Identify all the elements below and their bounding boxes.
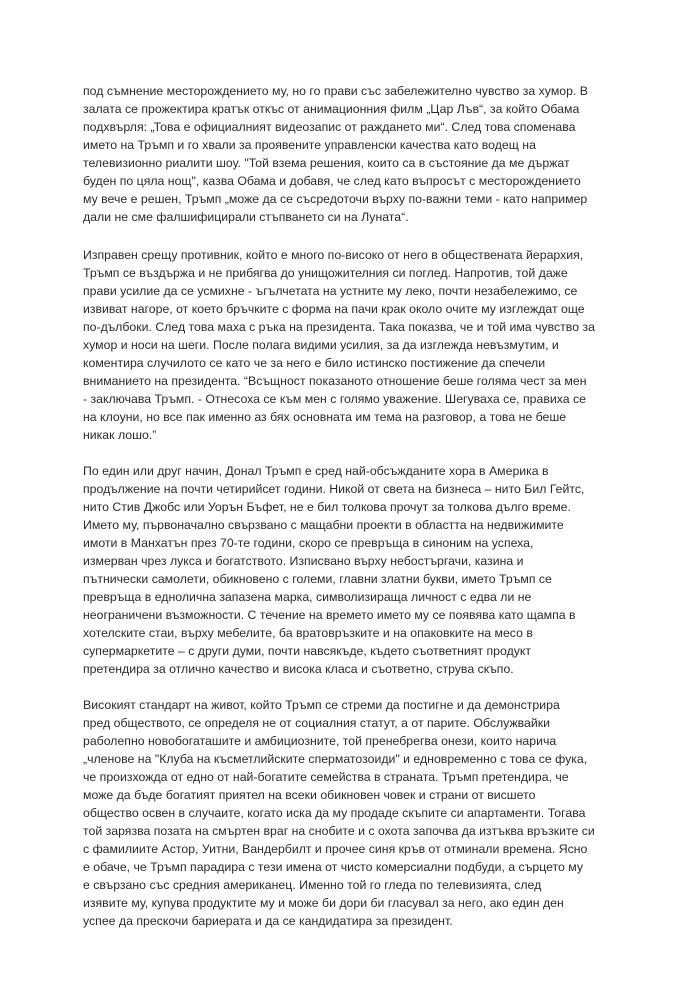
text-line: нито Стив Джобс или Уорън Бъфет, не е бил толкова прочут за толкова дълго време.	[83, 500, 571, 514]
text-line: раболепно новобогаташите и амбициозните, той пренебрегва онези, които нарича	[83, 734, 557, 748]
text-line: името на Тръмп и го хвали за проявените управленски качества като водещ на	[83, 138, 536, 152]
text-line: неограничени възможности. С течение на времето името му се появява като щампа в	[83, 608, 576, 622]
text-line: телевизионно риалити шоу. "Той взема решения, които са в състояние да ме държат	[83, 156, 570, 170]
text-line: успее да прескочи бариерата и да се кандидатира за президент.	[83, 914, 453, 928]
text-line: никак лошо.”	[83, 428, 157, 442]
text-line: изявите му, купува продуктите му и може би дори би гласувал за него, ако един ден	[83, 896, 564, 910]
document-body	[83, 82, 623, 930]
text-line: измерван чрез лукса и богатството. Изписвано върху небостъргачи, казина и	[83, 554, 524, 568]
text-line: По един или друг начин, Донал Тръмп е сред най-обсъжданите хора в Америка в	[83, 464, 549, 478]
text-line: пред обществото, се определя не от социалния статут, а от парите. Обслужвайки	[83, 716, 551, 730]
text-line: че произхожда от едно от най-богатите семейства в страната. Тръмп претендира, че	[83, 770, 569, 784]
text-line: буден по цяла нощ", казва Обама и добавя, че след като въпросът с месторождението	[83, 174, 581, 188]
text-line: залата се прожектира кратък откъс от анимационния филм „Цар Лъв“, за който Обама	[83, 102, 580, 116]
text-line: хумор и носи на шеги. После полага видими усилия, за да изглежда невъзмутим, и	[83, 338, 559, 352]
text-line: прави усилие да се усмихне - ъгълчетата на устните му леко, почти незабележимо, се	[83, 284, 578, 298]
text-line: му вече е решен, Тръмп „може да се съсредоточи върху по-важни теми - като например	[83, 192, 588, 206]
text-line: имоти в Манхатън през 70-те години, скоро се превръща в синоним на успеха,	[83, 536, 534, 550]
text-line: превръща в едноличнa запазена марка, символизираща личност с едва ли не	[83, 590, 532, 604]
text-line: претендира за отлично качество и висока класа и съответно, струва скъпо.	[83, 662, 514, 676]
paragraph	[83, 462, 623, 678]
text-line: пътнически самолети, обикновено с големи, главни златни букви, името Тръмп се	[83, 572, 552, 586]
paragraph	[83, 246, 623, 444]
text-line: извиват нагоре, от което бръчките с форма на пачи крак около очите му изглеждат още	[83, 302, 585, 316]
text-line: Тръмп се въздържа и не прибягва до унищожителния си поглед. Напротив, той даже	[83, 266, 568, 280]
text-line: супермаркетите – с други думи, почти навсякъде, където съответният продукт	[83, 644, 532, 658]
paragraph	[83, 696, 623, 930]
text-line: подхвърля: „Това е официалният видеозапис от раждането ми“. След това споменава	[83, 120, 576, 134]
text-line: хотелските стаи, върху мебелите, ба вратовръзките и на опаковките на месо в	[83, 626, 533, 640]
text-line: Високият стандарт на живот, който Тръмп се стреми да постигне и да демонстрира	[83, 698, 560, 712]
text-line: той зарязва позата на смъртен враг на снобите и с охота започва да изтъква връзките си	[83, 824, 595, 838]
text-line: може да бъде богатият приятел на всеки обикновен човек и страни от висшето	[83, 788, 536, 802]
text-line: Изправен срещу противник, който е много по-високо от него в обществената йерархия,	[83, 248, 584, 262]
text-line: Името му, първоначално свързвано с мащабни проекти в областта на недвижимите	[83, 518, 564, 532]
text-line: общество освен в случаите, когато иска да му продаде скъпите си апартаменти. Тогава	[83, 806, 586, 820]
text-line: продължение на почти четирийсет години. Никой от света на бизнеса – нито Бил Гейтс,	[83, 482, 585, 496]
text-line: дали не сме фалшифицирали стъпването си на Луната“.	[83, 210, 409, 224]
text-line: под съмнение месторождението му, но го прави със забележително чувство за хумор. В	[83, 84, 588, 98]
text-line: - заключава Тръмп. - Отнесоха се към мен с голямо уважение. Шегуваха се, правиха се	[83, 392, 586, 406]
text-line: с фамилиите Астор, Уитни, Вандербилт и прочее синя кръв от отминали времена. Ясно	[83, 842, 588, 856]
text-line: „членове на "Клуба на късметлийските сперматозоиди" и едновременно с това се фука,	[83, 752, 588, 766]
text-line: коментира случилото се като че за него е било истинско постижение да спечели	[83, 356, 546, 370]
text-line: е обаче, че Тръмп парадира с тези имена от чисто комерсиални подбуди, а сърцето му	[83, 860, 584, 874]
text-line: на клоуни, но все пак именно аз бях основната им тема на разговор, а това не беше	[83, 410, 567, 424]
text-line: вниманието на президента. “Всъщност показаното отношение беше голяма чест за мен	[83, 374, 587, 388]
paragraph	[83, 82, 623, 226]
text-line: е свързано със средния американец. Именно той го гледа по телевизията, след	[83, 878, 542, 892]
text-line: по-дълбоки. След това маха с ръка на президента. Така показва, че и той има чувство за	[83, 320, 595, 334]
